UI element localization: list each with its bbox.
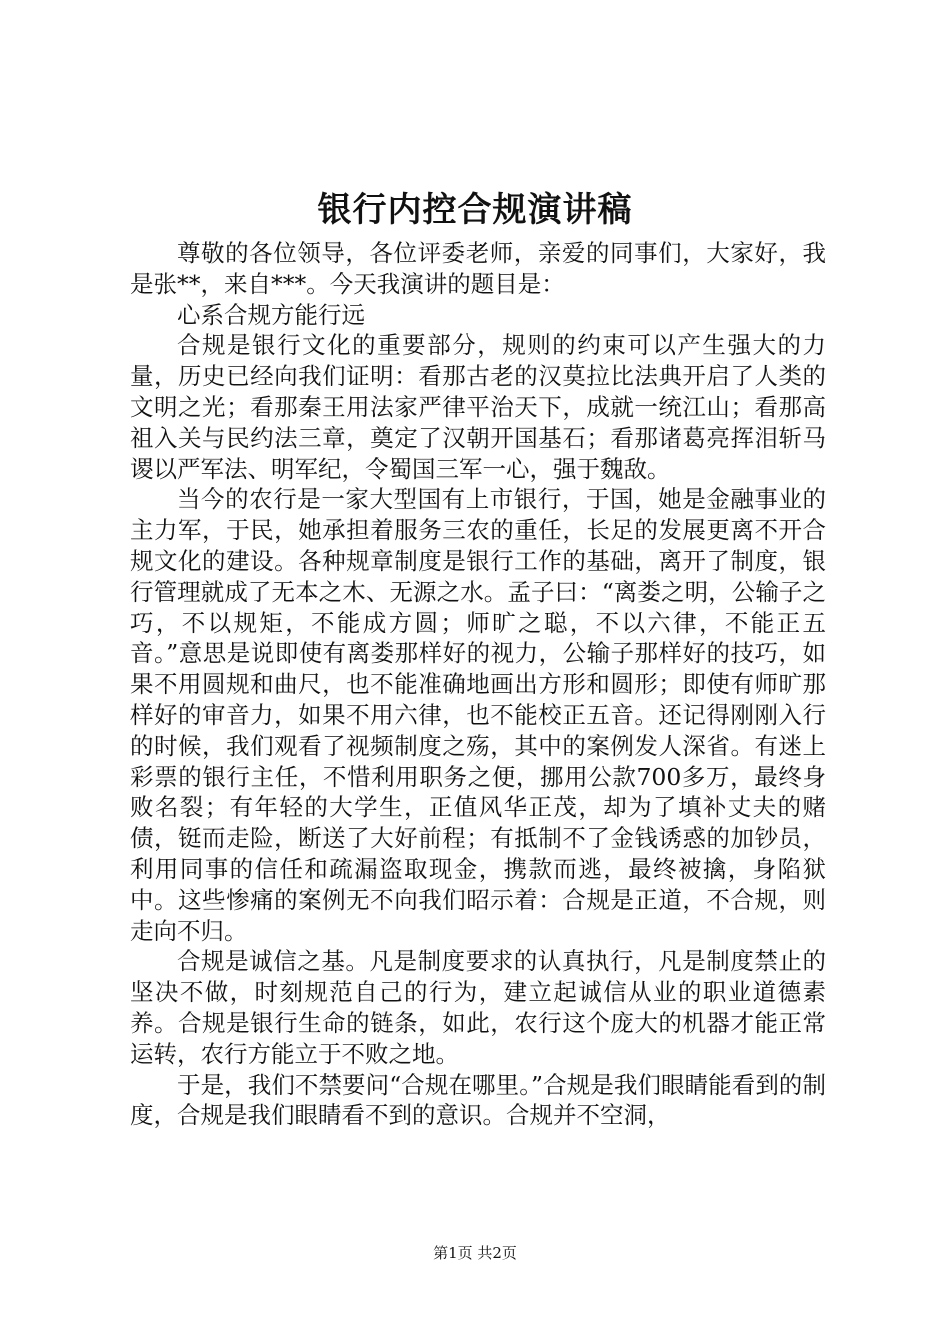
- paragraph-where-is-compliance: 于是，我们不禁要问“合规在哪里。”合规是我们眼睛能看到的制度，合规是我们眼睛看不到的意识。合规并不空洞，: [130, 1070, 826, 1130]
- page-number-footer: 第1页 共2页: [433, 1244, 517, 1262]
- document-body: [130, 238, 826, 1131]
- paragraph-speech-topic: 心系合规方能行远: [177, 300, 365, 329]
- paragraph-integrity: 合规是诚信之基。凡是制度要求的认真执行，凡是制度禁止的坚决不做，时刻规范自己的行为，建立起诚信从业的职业道德素养。合规是银行生命的链条，如此，农行这个庞大的机器才能正常运转，农行方能立于不败之地。: [130, 947, 826, 1068]
- paragraph-history: 合规是银行文化的重要部分，规则的约束可以产生强大的力量，历史已经向我们证明：看那古老的汉莫拉比法典开启了人类的文明之光；看那秦王用法家严律平治天下，成就一统江山；看那高祖入关与民约法三章，奠定了汉朝开国基石；看那诸葛亮挥泪斩马谡以严军法、明军纪，令蜀国三军一心，强于魏敌。: [130, 331, 826, 483]
- document-title: 银行内控合规演讲稿: [317, 190, 633, 230]
- paragraph-abc-culture: 当今的农行是一家大型国有上市银行，于国，她是金融事业的主力军，于民，她承担着服务三农的重任，长足的发展更离不开合规文化的建设。各种规章制度是银行工作的基础，离开了制度，银行管理就成了无本之木、无源之水。孟子曰：“离娄之明，公输子之巧，不以规矩，不能成方圆；师旷之聪，不以六律，不能正五音。”意思是说即使有离娄那样好的视力，公输子那样好的技巧，如果不用圆规和曲尺，也不能准确地画出方形和圆形；即使有师旷那样好的审音力，如果不用六律，也不能校正五音。还记得刚刚入行的时候，我们观看了视频制度之殇，其中的案例发人深省。有迷上彩票的银行主任，不惜利用职务之便，挪用公款700多万，最终身败名裂；有年轻的大学生，正值风华正茂，却为了填补丈夫的赌债，铤而走险，断送了大好前程；有抵制不了金钱诱惑的加钞员，利用同事的信任和疏漏盗取现金，携款而逃，最终被擒，身陷狱中。这些惨痛的案例无不向我们昭示着：合规是正道，不合规，则走向不归。: [130, 485, 826, 945]
- paragraph-greeting: 尊敬的各位领导，各位评委老师，亲爱的同事们，大家好，我是张**，来自***。今天我演讲的题目是：: [130, 239, 826, 298]
